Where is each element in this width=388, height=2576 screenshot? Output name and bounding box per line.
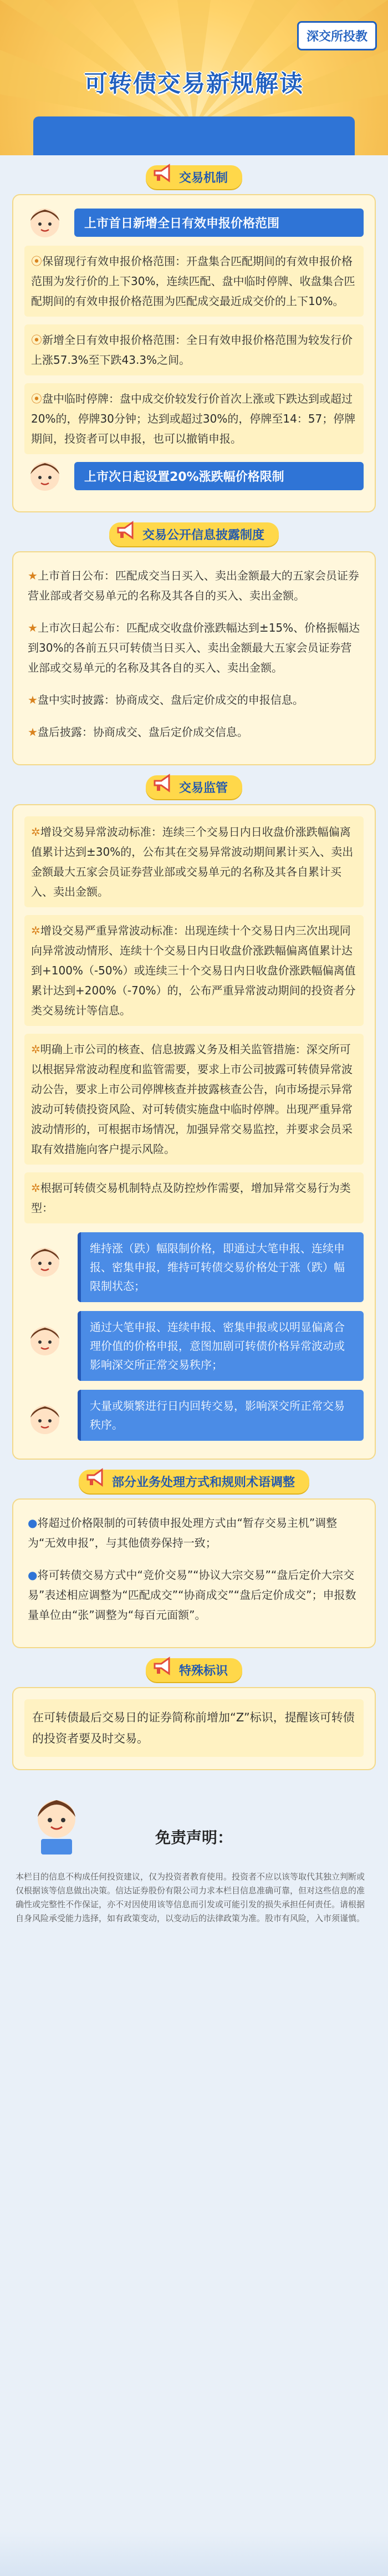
paragraph-halt: ⦿盘中临时停牌：盘中成交价较发行价首次上涨或下跌达到或超过20%的，停牌30分钟；达到或超过30%的，停牌至14：57；停牌期间，投资者可以申报，也可以撤销申报。 [24, 383, 364, 454]
paragraph-invalid-declaration: ●将超过价格限制的可转债申报处理方式由“暂存交易主机”调整为“无效申报”，与其他债券保持一致； [28, 1516, 338, 1549]
szse-education-badge: 深交所投教 [297, 21, 377, 50]
callout-row-3 [24, 1390, 364, 1441]
paragraph-after-hours-disclosure: ★盘后披露：协商成交、盘后定价成交信息。 [28, 725, 248, 739]
megaphone-icon [115, 519, 137, 541]
disclaimer-text: 本栏目的信息不构成任何投资建议，仅为投资者教育使用。投资者不应以该等取代其独立判断或仅根据该等信息做出决策。信达证券股份有限公司力求本栏目信息准确可靠，但对这些信息的准确性或完整性不作保证，亦不对因使用该等信息而引发或可能引发的损失承担任何责任。请根据自身风险承受能力选择，如有政策变动，以变动后的法律政策为准。股市有风险，入市须谨慎。 [16, 1872, 365, 1923]
paragraph-abnormal-volatility: ✲增设交易异常波动标准：连续三个交易日内日收盘价涨跌幅偏离值累计达到±30%的，公布其在交易异常波动期间累计买入、卖出金额最大五家会员证券营业部或交易单元的名称及其各自累计买入、卖出金额。 [24, 816, 364, 907]
section-tag-row [0, 512, 388, 551]
paragraph-severe-volatility: ✲增设交易严重异常波动标准：出现连续十个交易日内三次出现同向异常波动情形、连续十个交易日内日收盘价涨跌幅偏离值累计达到+100%（-50%）或连续三十个交易日内日收盘价涨跌幅偏离值累计达到+200%（-70%）的，公布严重异常波动期间的投资者分类交易统计等信息。 [24, 915, 364, 1026]
investor-avatar-icon [24, 201, 65, 242]
investor-avatar-icon [24, 1398, 65, 1439]
footer-wave [0, 2532, 388, 2576]
tag-label: 交易公开信息披露制度 [142, 529, 265, 542]
strip-first-day-price-range: 上市首日新增全日有效申报价格范围 [74, 209, 364, 237]
investor-avatar-icon [24, 1319, 65, 1360]
paragraph-new-range: ⦿新增全日有效申报价格范围：全日有效申报价格范围为较发行价上涨57.3%至下跌43.3%之间。 [24, 324, 364, 375]
reader-avatar-icon [29, 1792, 84, 1859]
section-disclosure [12, 551, 376, 765]
section-tag-partial-business [79, 1470, 309, 1493]
paragraph-first-day-publish: ★上市首日公布：匹配成交当日买入、卖出金额最大的五家会员证券营业部或者交易单元的名称及其各自的买入、卖出金额。 [28, 569, 359, 602]
paragraph-next-day-publish: ★上市次日起公布：匹配成交收盘价涨跌幅达到±15%、价格振幅达到30%的各前五只可转债当日买入、卖出金额最大五家会员证券营业部或交易单元的名称及其各自的买入、卖出金额。 [28, 621, 360, 674]
section-tag-row [0, 1460, 388, 1498]
strip-row-1 [24, 209, 364, 237]
section-tag-supervision [146, 775, 242, 799]
paragraph-realtime-disclosure: ★盘中实时披露：协商成交、盘后定价成交的申报信息。 [28, 693, 304, 707]
section-tag-special-mark [146, 1658, 242, 1682]
paragraph-z-mark: 在可转债最后交易日的证券简称前增加“Z”标识，提醒该可转债的投资者要及时交易。 [24, 1699, 364, 1757]
title-banner [33, 116, 355, 155]
megaphone-icon [151, 1655, 173, 1677]
section-tag-row [0, 155, 388, 194]
section-supervision [12, 804, 376, 1460]
callout-maintain-limit-price: 维持涨（跌）幅限制价格，即通过大笔申报、连续申报、密集申报，维持可转债交易价格处于涨（跌）幅限制状态； [78, 1232, 364, 1302]
page-title: 可转债交易新规解读 [84, 70, 304, 97]
tag-label: 交易监管 [178, 781, 228, 795]
section-tag-trade-mechanism [146, 165, 242, 189]
tag-label: 部分业务处理方式和规则术语调整 [111, 1476, 295, 1490]
disclaimer-title: 免责声明： [155, 1828, 233, 1847]
paragraph-term-adjustment: ●将可转债交易方式中“竞价交易”“协议大宗交易”“盘后定价大宗交易”表述相应调整为“匹配成交”“协商成交”“盘后定价成交”；申报数量单位由“张”调整为“每百元面额”。 [28, 1568, 356, 1622]
paragraph-keep-range: ⦿保留现行有效申报价格范围：开盘集合匹配期间的有效申报价格范围为发行价的上下30%，连续匹配、盘中临时停牌、收盘集合匹配期间的有效申报价格范围为匹配成交最近成交价的上下10%。 [24, 246, 364, 317]
section-partial-business [12, 1498, 376, 1648]
disclaimer-block [12, 1787, 376, 1925]
paragraph-verification-duty: ✲明确上市公司的核查、信息披露义务及相关监管措施：深交所可以根据异常波动程度和监管需要，要求上市公司披露可转债异常波动公告，要求上市公司停牌核查并披露核查公告，向市场提示异常波动可转债投资风险、对可转债实施盘中临时停牌。出现严重异常波动情形的，可根据市场情况，加强异常交易监控，并要求会员采取有效措施向客户提示风险。 [24, 1034, 364, 1165]
callout-intraday-turnaround: 大量或频繁进行日内回转交易，影响深交所正常交易秩序。 [78, 1390, 364, 1441]
section-special-mark [12, 1687, 376, 1770]
investor-avatar-icon [24, 454, 65, 495]
tag-label: 特殊标识 [178, 1664, 228, 1678]
megaphone-icon [151, 162, 173, 184]
callout-row-2 [24, 1311, 364, 1381]
callout-aggravate-volatility: 通过大笔申报、连续申报、密集申报或以明显偏离合理价值的价格申报，意图加剧可转债价格异常波动或影响深交所正常交易秩序； [78, 1311, 364, 1381]
paragraph-abnormal-types: ✲根据可转债交易机制特点及防控炒作需要，增加异常交易行为类型： [24, 1172, 364, 1223]
tag-label: 交易机制 [178, 171, 228, 185]
section-tag-disclosure [109, 522, 279, 546]
section-tag-row [0, 1648, 388, 1687]
investor-avatar-icon [24, 1240, 65, 1281]
strip-row-2 [24, 462, 364, 490]
section-tag-row [0, 765, 388, 804]
megaphone-icon [84, 1466, 106, 1488]
section-trade-mechanism [12, 194, 376, 512]
callout-row-1 [24, 1232, 364, 1302]
megaphone-icon [151, 772, 173, 794]
disclaimer-header [12, 1792, 376, 1870]
hero-header [0, 0, 388, 155]
strip-next-day-limit: 上市次日起设置20%涨跌幅价格限制 [74, 462, 364, 490]
